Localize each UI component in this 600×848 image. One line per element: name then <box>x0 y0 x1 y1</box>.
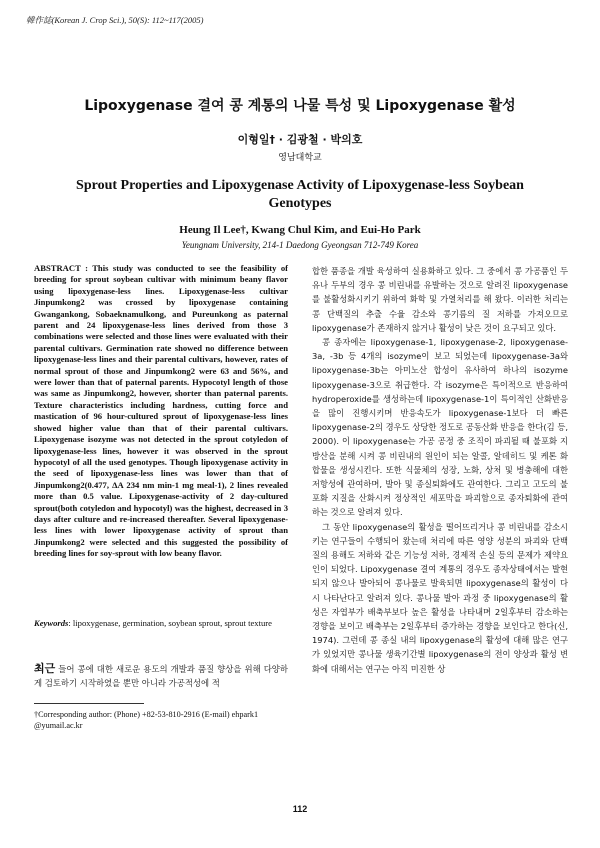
footnote-line-1: †Corresponding author: (Phone) +82-53-810-2916 (E-mail) ehpark1 <box>34 710 259 719</box>
page-number: 112 <box>292 804 308 814</box>
affiliation-korean: 영남대학교 <box>278 153 322 163</box>
affiliation-english: Yeungnam University, 214-1 Daedong Gyeongsan 712-749 Korea <box>181 240 419 250</box>
abstract-label: ABSTRACT : <box>34 263 88 273</box>
footnote-line-2: @yumail.ac.kr <box>34 721 83 730</box>
right-column <box>312 264 568 676</box>
keywords <box>34 618 288 629</box>
footnote <box>34 709 288 731</box>
abstract-text: This study was conducted to see the feasibility of breeding for sprout soybean cultivar with minimum beany flavor using lipoxygenase-less lines. Lipoxygenase-less cultivar Jinpumkong2 was crossed by lipoxygenase containing Gwangankong, Sobaeknamulkong, and Pureunkong as paternal parent and 24 lipoxygenase-less lines derived from those 3 combinations were selected and those lines were evaluated with their parental cultivars. Germination rate showed no difference between lipoxygenase-less lines and their parental cultivars, however, rates of normal sprout of those and Jinpumkong2 were 63 and 56%, and were lower than that of paternal parents. Hypocotyl length of those was same as Jinpumkong2, however, shorter than paternal parents. Texture characteristics including hardness, cutting force and mastication of 96 hour-cultured sprout of lipoxygenase-less lines showed higher value than that of their parental cultivars. Lipoxygenase isozyme was not detected in the sprout cotyledon of lipoxygenase-less lines, however it was observed in the sprout hypocotyl of all the used genotypes. Though lipoxygenase activity in the seed of lipoxygenase-less lines was lower than that of Jinpumkong2(0.477, ΔA 234 nm min-1 mg meal-1), 2 lines revealed more than 0.5 value. Lipoxygenase-activity of 2 day-cultured sprout(both cotyledon and hypocotyl) was the highest, decreased in 3 days after culture and re-increased thereafter. Several lipoxygenase-less lines with lower lipoxygenase activity of sprout than Jinpumkong2 were selected and this suggested the possibility of breeding lines for soy-sprout with low beany flavor. <box>34 263 289 559</box>
title-english: Sprout Properties and Lipoxygenase Activity of Lipoxygenase-less Soybean Genotypes <box>76 178 524 211</box>
authors-korean: 이형일† · 김광철 · 박의호 <box>237 133 363 146</box>
authors-english: Heung Il Lee†, Kwang Chul Kim, and Eui-Ho Park <box>179 224 421 236</box>
paragraph-2: 콩 종자에는 lipoxygenase-1, lipoxygenase-2, lipoxygenase-3a, -3b 등 4개의 isozyme이 보고 되었는데 lipoxygenase-3a와 lipoxygenase-3b는 아미노산 합성이 유사하여 하나의 isozyme lipoxygenase-3으로 취급한다. 각 isozyme은 특이적으로 반응하여 hydroperoxide를 생성하는데 lipoxygenase-1이 특이적인 산화반응을 많이 진행시키며 반응속도가 lipoxygenase-1보다 더 빠른 lipoxygenase-2의 경우도 상당한 정도로 공동산화 반응을 한다(김 등, 2000). 이 lipoxygenase는 가공 공정 중 조직이 파괴될 때 불포화 지방산을 분해 시켜 콩 비린내의 원인이 되는 알콜, 알데히드 및 케톤 화합물을 생성시킨다. 또한 식물체의 성장, 노화, 상처 및 병충해에 대한 저항성에 관여하며, 발아 및 종실퇴화에도 관여한다. 그리고 고도의 불포화 지질을 산화시켜 정상적인 세포막을 파괴함으로 종자퇴화에 관여하는 것으로 알려져 있다. <box>312 337 568 518</box>
keywords-label: Keywords <box>34 618 69 628</box>
abstract <box>34 263 288 560</box>
title-korean: Lipoxygenase 결여 콩 계통의 나물 특성 및 Lipoxygenase 활성 <box>84 98 516 114</box>
introduction-start <box>34 662 288 690</box>
intro-lead-word: 최근 <box>34 662 56 675</box>
paragraph-3: 그 동안 lipoxygenase의 활성을 떨어뜨리거나 콩 비린내를 감소시키는 연구들이 수행되어 왔는데 처리에 따른 영양 성분의 파괴와 단백질의 용해도 저하와 같은 기능성 저하, 경제적 손실 등의 문제가 제약요인이 되었다. Lipoxygenase 결여 계통의 경우도 종자상태에서는 발현되지 않으나 발아되어 콩나물로 발육되면 lipoxygenase의 활성이 다시 나타난다고 알려져 있다. 콩나물 발아 과정 중 lipoxygenase의 활성은 자엽부가 배축부보다 높은 활성을 나타내며 2일후부터 감소하는 경향을 보이고 배축부는 2일후부터 증가하는 경향을 보인다고 한다(신, 1974). 그런데 콩 종실 내의 lipoxygenase의 활성에 대해 많은 연구가 있었지만 콩나물 생육기간별 lipoxygenase의 전이 양상과 활성 변화에 대해서는 연구는 아직 미진한 상 <box>312 521 568 674</box>
intro-text: 들어 콩에 대한 새로운 용도의 개발과 품질 향상을 위해 다양하게 검토하기 시작하였을 뿐만 아니라 가공적성에 적 <box>34 664 288 688</box>
journal-header: 韓作誌(Korean J. Crop Sci.), 50(S): 112~117(2005) <box>26 15 204 25</box>
paragraph-1: 합한 품종을 개발 육성하여 실용화하고 있다. 그 중에서 콩 가공품인 두유나 두부의 경우 콩 비린내를 유발하는 것으로 알려진 lipoxygenase를 불활성화시키기 위하여 화학 및 가열처리를 해 왔다. 이러한 처리는 콩 단백질의 추출 수율 감소와 콩기름의 질 저하를 가져오므로 lipoxygenase가 존재하지 않거나 활성이 낮은 것이 요구되고 있다. <box>312 266 568 333</box>
footnote-divider <box>34 703 144 704</box>
keywords-text: : lipoxygenase, germination, soybean sprout, sprout texture <box>68 618 272 628</box>
